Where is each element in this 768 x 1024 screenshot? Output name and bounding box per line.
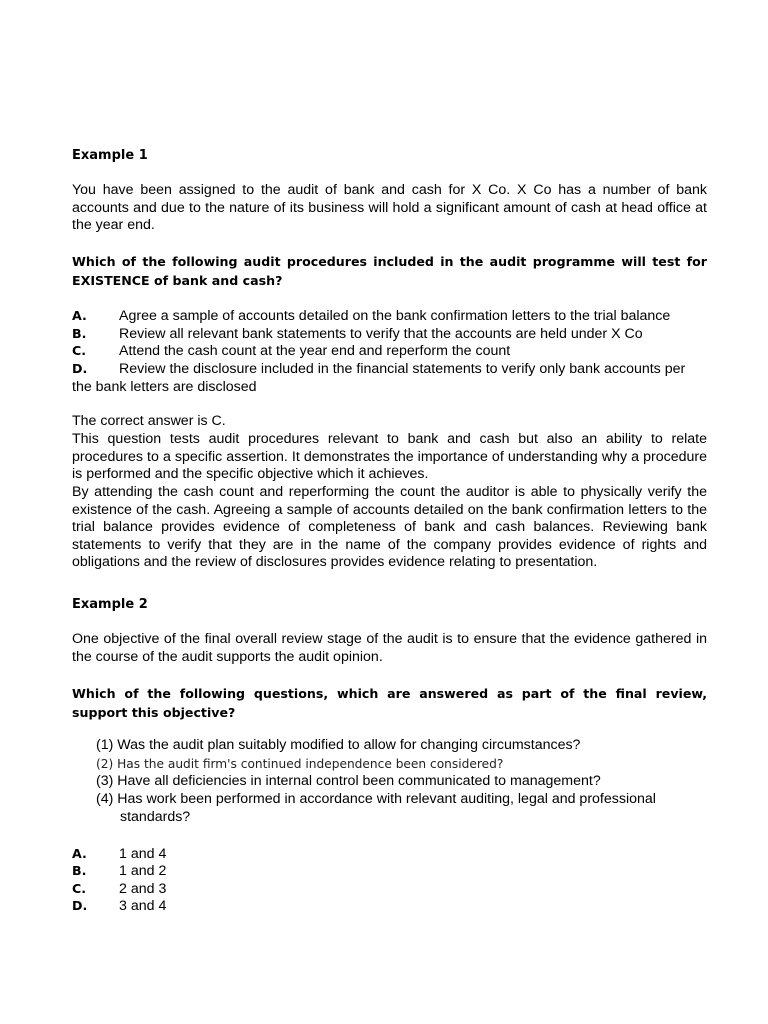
example-1-explanation-2: By attending the cash count and reperforming the count the auditor is able to physically verify the existence of the cash. Agreeing a sample of accounts detailed on the bank confirmation letters to the trial balance provides evidence of completeness of bank and cash balances. Reviewing bank statements to verify that they are in the name of the company provides evidence of rights and obligations and the review of disclosures provides evidence relating to presentation. (72, 484, 707, 571)
option-letter: B. (72, 326, 87, 341)
example-1-explanation-1: This question tests audit procedures relevant to bank and cash but also an ability to relate procedures to a specific assertion. It demonstrates the importance of understanding why a procedure is performed and the specific objective which it achieves. (72, 431, 707, 483)
option-text: 3 and 4 (119, 898, 167, 914)
option-letter: C. (72, 881, 87, 896)
example-1-answer: The correct answer is C. (72, 413, 226, 429)
option-letter: A. (72, 846, 87, 861)
example-1-question: Which of the following audit procedures included in the audit programme will test for EXISTENCE of bank and cash? (72, 254, 707, 288)
example-1-option-a (72, 307, 707, 326)
option-text: Review all relevant bank statements to verify that the accounts are held under X Co (119, 326, 643, 342)
example-2-item-3: (3) Have all deficiencies in internal control been communicated to management? (96, 773, 601, 789)
example-2-item-2: (2) Has the audit firm's continued independence been considered? (96, 757, 504, 771)
option-text: 2 and 3 (119, 881, 167, 897)
option-text-continued: the bank letters are disclosed (72, 378, 257, 395)
example-2-item-1: (1) Was the audit plan suitably modified to allow for changing circumstances? (96, 737, 581, 753)
example-1-option-b (72, 325, 707, 344)
example-1-option-d (72, 360, 707, 396)
option-letter: A. (72, 308, 87, 323)
example-2-item-4 (96, 791, 707, 826)
example-2-option-c (72, 880, 707, 899)
option-text: Review the disclosure included in the financial statements to verify only bank accounts per (119, 361, 686, 377)
option-letter: D. (72, 898, 88, 913)
example-2-option-b (72, 862, 707, 881)
example-2-option-a (72, 845, 707, 864)
example-2-heading: Example 2 (72, 597, 148, 612)
example-2-question: Which of the following questions, which are answered as part of the final review, support this objective? (72, 686, 707, 720)
item-text-continued: standards? (120, 808, 191, 825)
example-1-intro: You have been assigned to the audit of bank and cash for X Co. X Co has a number of bank accounts and due to the nature of its business will hold a significant amount of cash at head office at the year end. (72, 182, 707, 234)
option-letter: D. (72, 361, 88, 376)
example-2-option-d (72, 897, 707, 916)
option-letter: B. (72, 863, 87, 878)
option-text: Attend the cash count at the year end and reperform the count (119, 343, 511, 359)
example-1-option-c (72, 342, 707, 361)
option-letter: C. (72, 343, 87, 358)
option-text: 1 and 4 (119, 846, 167, 862)
example-1-heading: Example 1 (72, 148, 148, 163)
option-text: 1 and 2 (119, 863, 167, 879)
option-text: Agree a sample of accounts detailed on the bank confirmation letters to the trial balance (119, 308, 671, 324)
item-text: (4) Has work been performed in accordance with relevant auditing, legal and professional (96, 791, 656, 807)
example-2-intro: One objective of the final overall review stage of the audit is to ensure that the evidence gathered in the course of the audit supports the audit opinion. (72, 631, 707, 665)
